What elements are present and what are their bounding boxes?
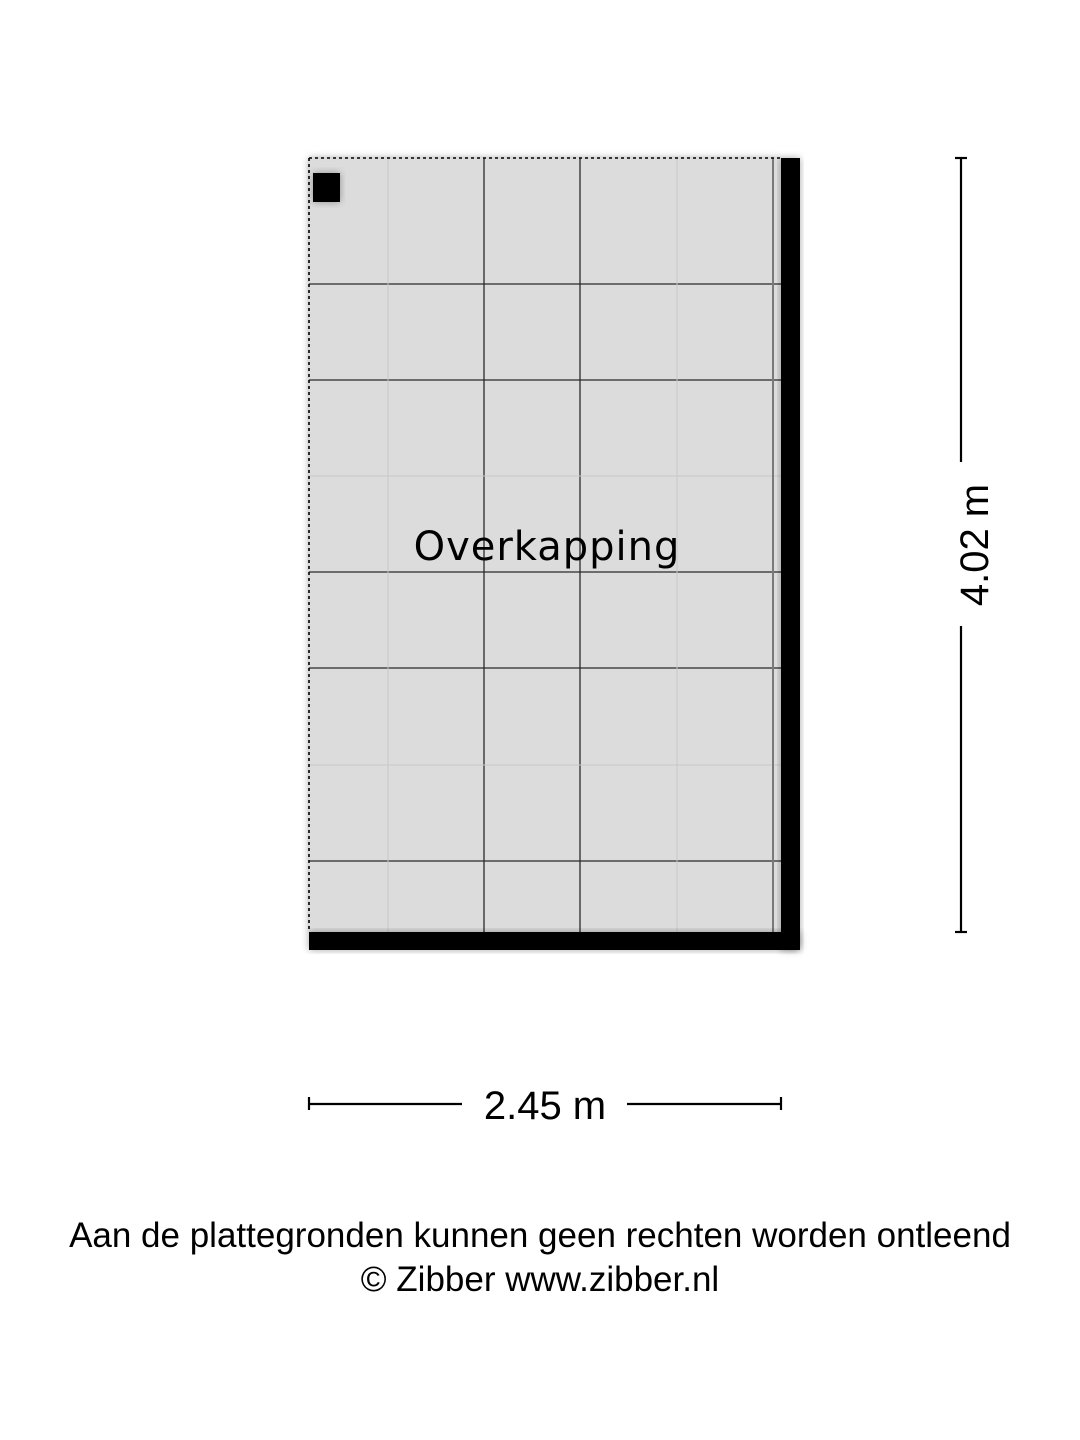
wall-bottom: [309, 932, 800, 950]
disclaimer-text: Aan de plattegronden kunnen geen rechten worden ontleend: [69, 1216, 1011, 1255]
room-overkapping: [309, 158, 800, 950]
room-label: Overkapping: [413, 524, 681, 570]
dimension-height-label: 4.02 m: [953, 483, 997, 607]
dimension-width-label: 2.45 m: [483, 1084, 607, 1128]
column-post: [313, 173, 340, 202]
wall-right: [781, 158, 800, 950]
copyright-text: © Zibber www.zibber.nl: [360, 1260, 720, 1299]
